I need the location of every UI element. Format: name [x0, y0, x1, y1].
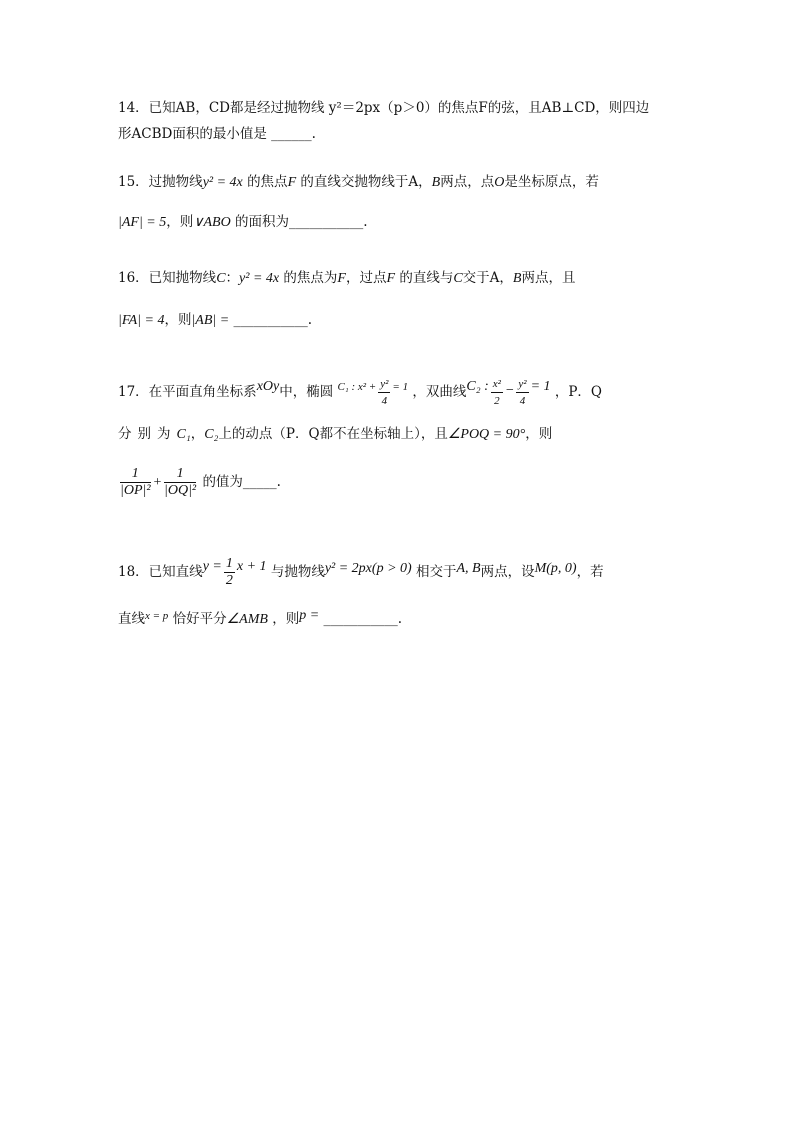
text: 两点，且 — [521, 270, 576, 286]
hyperbola-label: C₂ : — [466, 379, 489, 394]
focus-label: F — [386, 271, 396, 286]
problem-17-number: 17．在平面直角坐标系 — [118, 384, 257, 400]
minus-sign: − — [504, 383, 515, 398]
fraction-numerator: y² — [516, 376, 528, 393]
problem-15-line-2 — [118, 212, 368, 233]
fraction-denominator: |OP|² — [120, 483, 151, 498]
fraction-denominator: 2 — [494, 395, 500, 407]
c2-label: C₂ — [204, 427, 219, 442]
answer-blank: ___________. — [323, 611, 403, 627]
text: 中，椭圆 — [279, 384, 334, 400]
condition-fa: |FA| = 4 — [118, 313, 165, 328]
angle-poq: ∠POQ = 90° — [447, 427, 526, 442]
parabola-equation: y² = 2px(p > 0) — [324, 561, 412, 576]
text: ，双曲线 — [412, 384, 467, 400]
text: ， — [190, 426, 205, 442]
condition-af: |AF| = 5 — [118, 215, 167, 230]
fraction-numerator: 1 — [164, 466, 196, 483]
problem-16-line-1 — [118, 268, 575, 289]
curve-c-label: C — [216, 271, 226, 286]
problem-16-number: 16．已知抛物线 — [118, 270, 217, 286]
problem-15-line-1 — [118, 172, 599, 193]
points-ab: A, B — [456, 561, 481, 576]
problem-14-line-1: 14．已知AB，CD都是经过抛物线 y²＝2px（p＞0）的焦点F的弦，且AB⊥CD，则四边 — [118, 100, 650, 116]
text: ，则 — [525, 426, 553, 442]
ellipse-equation-right: = 1 — [392, 381, 409, 393]
line-equation-left: y = — [202, 559, 222, 574]
text: ： — [225, 270, 240, 286]
text: 上的动点（P．Q都不在坐标轴上），且 — [218, 426, 448, 442]
hyperbola-fraction-2 — [516, 376, 528, 409]
line-equation-right: x + 1 — [236, 559, 267, 574]
fraction-numerator: x² — [491, 376, 503, 393]
text: 两点，点 — [440, 174, 495, 190]
text: 的焦点 — [247, 174, 288, 190]
point-b-label: B — [512, 271, 522, 286]
text: ，P．Q — [554, 384, 602, 400]
fraction-numerator: 1 — [225, 556, 233, 571]
triangle-abo: ∨ABO — [193, 215, 231, 230]
text: ，若 — [576, 564, 604, 580]
plus-sign: + — [152, 475, 163, 490]
hyperbola-fraction-1 — [491, 376, 503, 409]
answer-blank: ___________. — [233, 312, 313, 328]
text: 的焦点为 — [283, 270, 338, 286]
problem-17-line-3 — [118, 466, 281, 499]
problem-16-line-2 — [118, 310, 312, 331]
point-b-label: B — [431, 175, 441, 190]
text: 的值为_____. — [202, 474, 281, 490]
hyperbola-equation-right: = 1 — [530, 379, 551, 394]
c1-label: C₁ — [176, 427, 191, 442]
problem-18-number: 18．已知直线 — [118, 564, 203, 580]
text: 的直线与 — [399, 270, 454, 286]
fraction-numerator: y² — [378, 376, 390, 393]
problem-17-line-2 — [118, 424, 552, 445]
text: ，则 — [166, 214, 194, 230]
text: ，则 — [272, 611, 300, 627]
text: 恰好平分 — [172, 611, 227, 627]
line-x-eq-p: x = p — [145, 610, 169, 622]
text: 的面积为___________. — [235, 214, 368, 230]
question-ab: |AB| = — [191, 313, 230, 328]
focus-label: F — [337, 271, 346, 286]
parabola-equation: y² = 4x — [239, 271, 280, 286]
text: 两点，设 — [480, 564, 535, 580]
origin-label: O — [494, 175, 505, 190]
point-m: M(p, 0) — [534, 561, 577, 576]
problem-15-number: 15．过抛物线 — [118, 174, 203, 190]
text: 是坐标原点，若 — [504, 174, 599, 190]
text: 相交于 — [415, 564, 457, 580]
fraction-denominator: |OQ|² — [164, 483, 197, 498]
text: 直线 — [118, 611, 145, 627]
fraction-denominator: 2 — [225, 573, 233, 588]
text: ，过点 — [345, 270, 387, 286]
fraction-denominator: 4 — [381, 395, 388, 407]
fraction-numerator: 1 — [120, 466, 151, 483]
fraction-denominator: 4 — [519, 395, 526, 407]
parabola-equation: y² = 4x — [202, 175, 243, 190]
text: 的直线交抛物线于A， — [300, 174, 432, 190]
angle-amb: ∠AMB — [226, 612, 268, 627]
text: 与抛物线 — [270, 564, 325, 580]
ellipse-fraction — [378, 376, 390, 409]
problem-14-line-2: 形ACBD面积的最小值是 ______. — [118, 126, 316, 142]
focus-label: F — [287, 175, 297, 190]
problem-17-line-1 — [118, 376, 602, 409]
text: ，则 — [164, 312, 192, 328]
ellipse-equation-left: C₁ : x² + — [337, 381, 377, 393]
text: 分别为 — [118, 426, 177, 442]
coordinate-system: xOy — [256, 379, 280, 394]
text: 交于A， — [462, 270, 513, 286]
fraction-op — [120, 466, 151, 499]
curve-c-label: C — [453, 271, 463, 286]
problem-18-line-1 — [118, 556, 604, 589]
fraction-oq — [164, 466, 196, 499]
problem-18-line-2 — [118, 606, 402, 630]
question-p: p = — [299, 608, 320, 623]
half-fraction — [224, 556, 235, 589]
